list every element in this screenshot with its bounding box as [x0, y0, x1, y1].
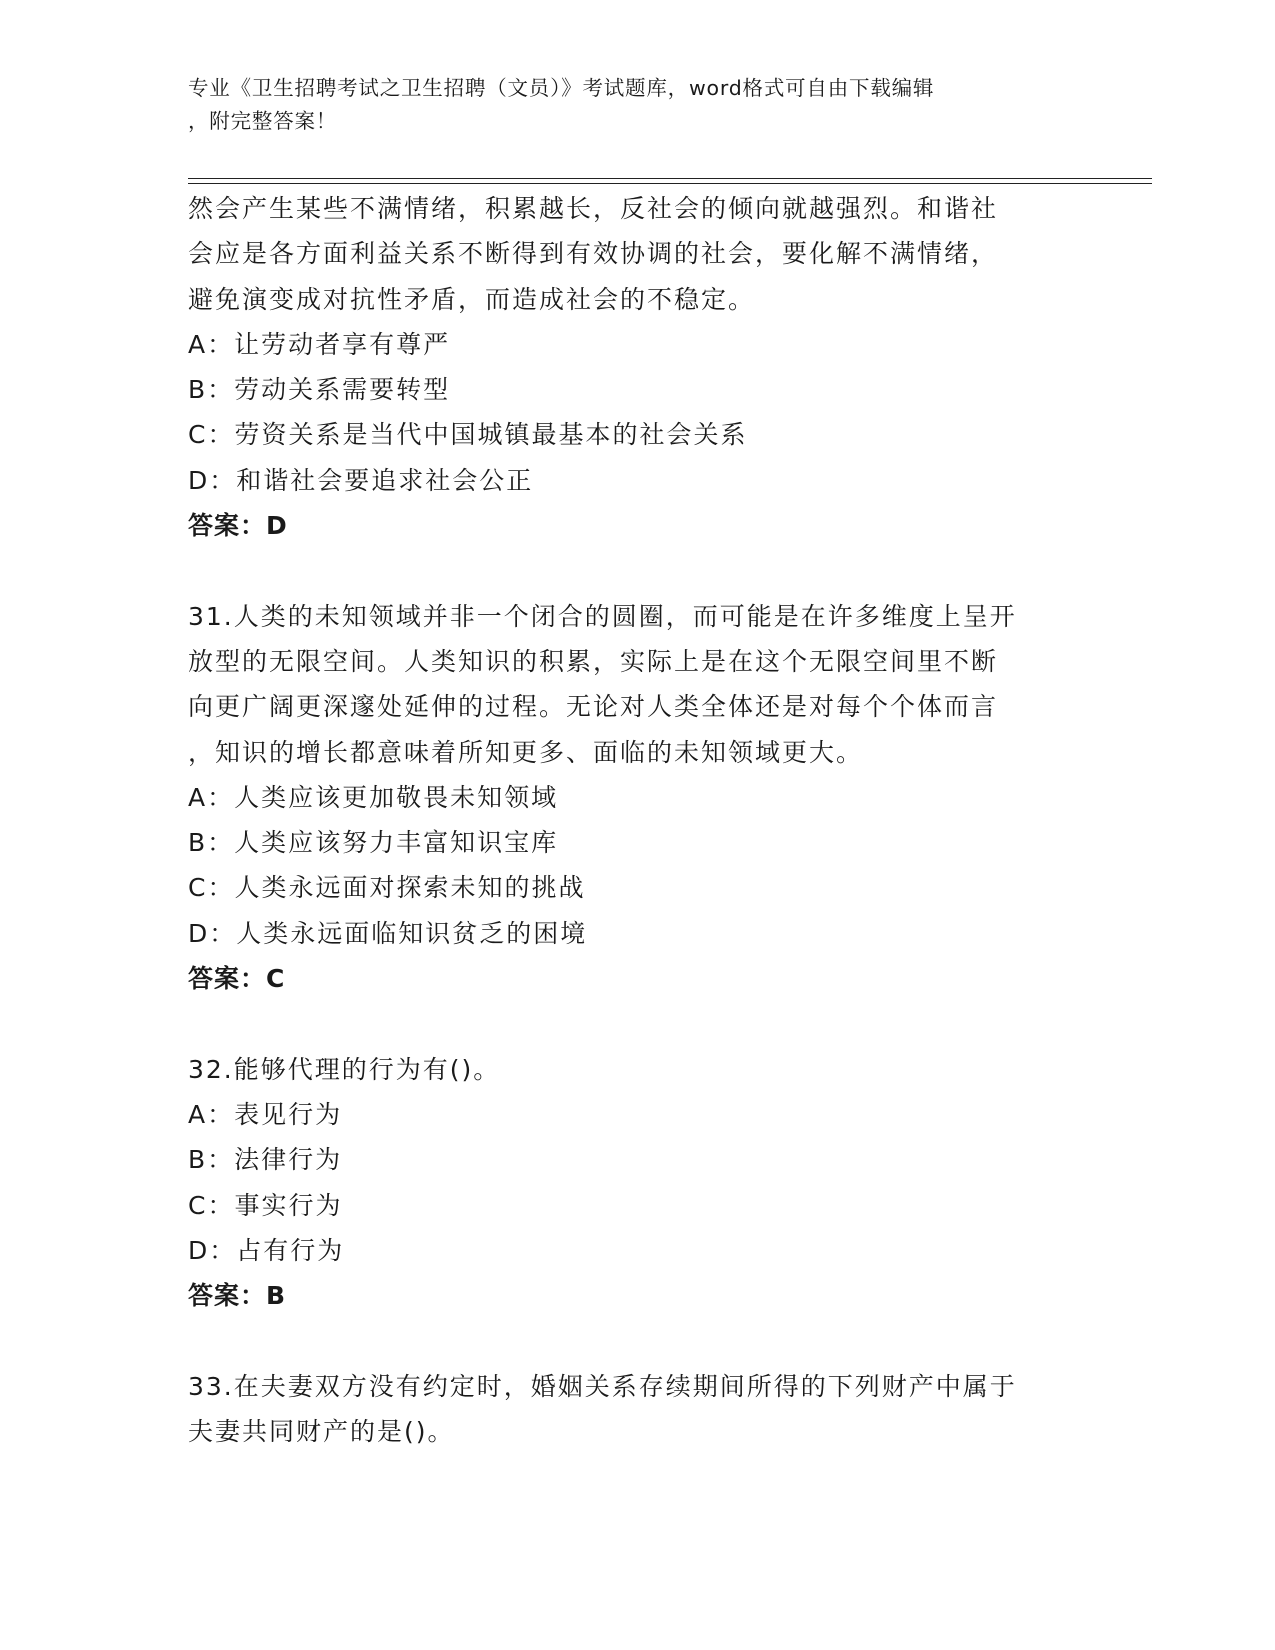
option-d: D：和谐社会要追求社会公正 [188, 465, 534, 495]
option-a: A：人类应该更加敬畏未知领域 [188, 782, 559, 812]
document-header [188, 72, 1088, 138]
question-text-line: 然会产生某些不满情绪，积累越长，反社会的倾向就越强烈。和谐社 [188, 194, 999, 223]
question-33 [188, 1364, 1088, 1455]
header-line-1: 专业《卫生招聘考试之卫生招聘（文员）》考试题库，word格式可自由下载编辑 [188, 76, 935, 100]
question-text-line: 向更广阔更深邃处延伸的过程。无论对人类全体还是对每个个体而言 [188, 692, 999, 722]
question-text-line: 避免演变成对抗性矛盾，而造成社会的不稳定。 [188, 284, 756, 314]
option-b: B：劳动关系需要转型 [188, 375, 451, 405]
option-d: D：人类永远面临知识贫乏的困境 [188, 918, 588, 948]
header-divider-top [188, 178, 1152, 179]
answer-label: 答案：C [188, 964, 286, 994]
answer-label: 答案：D [188, 511, 288, 541]
question-31 [188, 594, 1088, 1002]
question-text-line: 31.人类的未知领域并非一个闭合的圆圈，而可能是在许多维度上呈开 [188, 601, 1017, 631]
spacer [188, 1318, 1088, 1363]
question-text-line: 33.在夫妻双方没有约定时，婚姻关系存续期间所得的下列财产中属于 [188, 1371, 1017, 1401]
question-32 [188, 1047, 1088, 1319]
spacer [188, 548, 1088, 593]
question-text-line: 会应是各方面利益关系不断得到有效协调的社会，要化解不满情绪， [188, 239, 999, 269]
answer-label: 答案：B [188, 1281, 287, 1311]
option-d: D：占有行为 [188, 1235, 345, 1265]
option-b: B：法律行为 [188, 1145, 343, 1175]
option-c: C：人类永远面对探索未知的挑战 [188, 873, 586, 903]
header-line-2: ，附完整答案！ [188, 109, 338, 133]
question-text-line: 32.能够代理的行为有()。 [188, 1054, 501, 1084]
option-a: A：让劳动者享有尊严 [188, 329, 451, 359]
option-c: C：事实行为 [188, 1190, 343, 1220]
question-text-line: 夫妻共同财产的是()。 [188, 1417, 455, 1447]
question-text-line: 放型的无限空间。人类知识的积累，实际上是在这个无限空间里不断 [188, 646, 999, 676]
option-c: C：劳资关系是当代中国城镇最基本的社会关系 [188, 420, 748, 450]
option-b: B：人类应该努力丰富知识宝库 [188, 828, 559, 858]
continued-question [188, 186, 1088, 548]
option-a: A：表见行为 [188, 1099, 343, 1129]
spacer [188, 1001, 1088, 1046]
question-text-line: ，知识的增长都意味着所知更多、面临的未知领域更大。 [188, 737, 864, 767]
header-divider-bottom [188, 183, 1152, 184]
question-content [188, 186, 1088, 1454]
